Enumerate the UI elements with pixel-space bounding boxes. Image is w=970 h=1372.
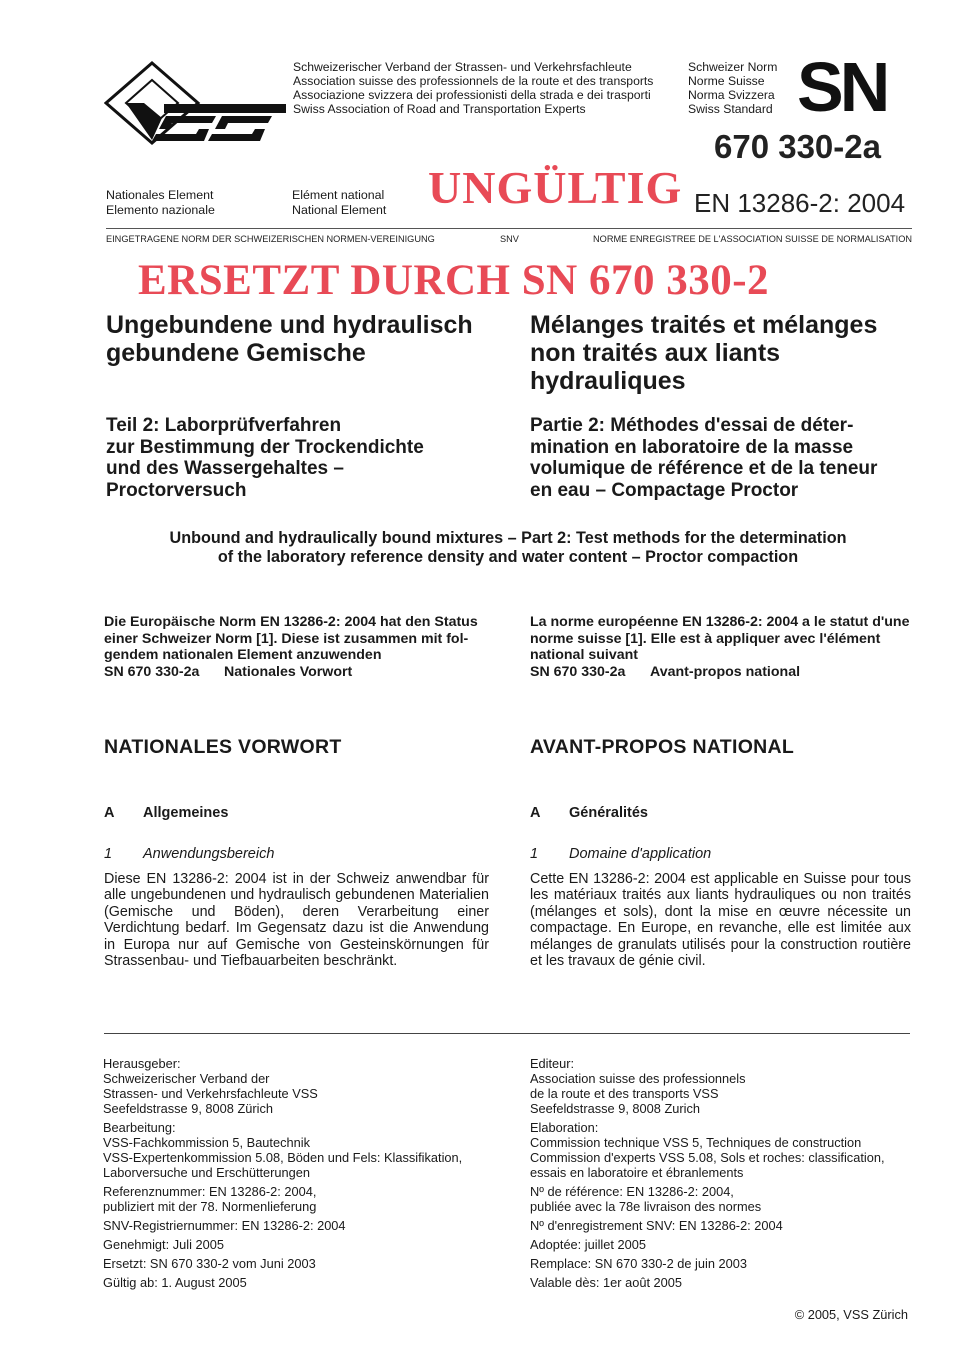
registration-de: EINGETRAGENE NORM DER SCHWEIZERISCHEN NORMEN-VEREINIGUNG — [106, 234, 435, 244]
subtitle-de-line: zur Bestimmung der Trockendichte — [106, 436, 424, 458]
title-fr-line: non traités aux liants — [530, 339, 781, 367]
national-element-de-line: Nationales Element — [106, 188, 214, 202]
scope-text-fr: Cette EN 13286-2: 2004 est applicable en Suisse pour tous les matériaux traités aux liants hydrauliques ou non traités (mélanges et sols), dont la mise en œuvre nécessite un compactage. En Europe, en revanche, elle est limitée aux mélanges de granulats utilisés pour la construction routière et les travaux de génie civil. — [530, 871, 911, 970]
title-de-line: Ungebundene und hydraulisch — [106, 311, 473, 339]
norm-type — [688, 60, 777, 116]
national-element-en-line: National Element — [292, 202, 387, 217]
reference-line: publiée avec la 78e livraison des normes — [530, 1199, 762, 1214]
subtitle-de-line: und des Wassergehaltes – — [106, 458, 344, 479]
status-fr-line: national suivant — [530, 647, 638, 663]
subsection-1-de — [104, 846, 274, 863]
subtitle-fr-line: mination en laboratoire de la masse — [530, 436, 854, 458]
english-title — [100, 529, 916, 567]
editing-line: Commission technique VSS 5, Techniques de construction — [530, 1135, 862, 1150]
editing-label: Bearbeitung: — [103, 1120, 176, 1135]
national-element-it-line: Elemento nazionale — [106, 202, 215, 217]
status-de-line: gendem nationalen Element anzuwenden — [104, 647, 382, 663]
editing-line: essais en laboratoire et ébranlements — [530, 1165, 744, 1180]
approved-date: Genehmigt: Juli 2005 — [103, 1237, 224, 1252]
document-number: 670 330-2a — [714, 128, 881, 165]
subsection-number: 1 — [104, 846, 113, 862]
org-name-it: Associazione svizzera dei professionisti della strada e dei trasporti — [293, 88, 651, 102]
section-title: Généralités — [569, 805, 648, 821]
editing-line: Commission d'experts VSS 5.08, Sols et roches: classification, — [530, 1150, 885, 1165]
status-de-code: SN 670 330-2a — [104, 663, 200, 680]
publisher-line: Strassen- und Verkehrsfachleute VSS — [103, 1086, 318, 1101]
registration-fr: NORME ENREGISTREE DE L'ASSOCIATION SUISSE DE NORMALISATION — [593, 234, 912, 244]
publisher-line: de la route et des transports VSS — [530, 1086, 719, 1101]
header-rule — [106, 228, 912, 229]
status-fr — [530, 614, 915, 680]
editing-line: Laborversuche und Erschütterungen — [103, 1165, 311, 1180]
section-letter: A — [530, 805, 541, 821]
title-fr-line: Mélanges traités et mélanges — [530, 311, 878, 339]
replaced-stamp: ERSETZT DURCH SN 670 330-2 — [138, 257, 770, 304]
status-fr-element — [530, 664, 915, 681]
norm-type-fr: Norme Suisse — [688, 74, 765, 88]
status-de-element — [104, 664, 494, 681]
subtitle-fr-line: volumique de référence et de la teneur — [530, 458, 878, 479]
foreword-heading-de: NATIONALES VORWORT — [104, 736, 342, 758]
subsection-title: Anwendungsbereich — [143, 846, 275, 862]
publisher-line: Association suisse des professionnels — [530, 1071, 746, 1086]
editing-line: VSS-Expertenkommission 5.08, Böden und Fels: Klassifikation, — [103, 1150, 463, 1165]
english-title-line: Unbound and hydraulically bound mixtures – Part 2: Test methods for the determination — [169, 529, 847, 547]
national-element-fr — [292, 188, 386, 217]
section-letter: A — [104, 805, 115, 821]
replaces: Remplace: SN 670 330-2 de juin 2003 — [530, 1256, 747, 1271]
publisher-label: Editeur: — [530, 1056, 575, 1071]
editing-line: VSS-Fachkommission 5, Bautechnik — [103, 1135, 310, 1150]
vss-logo — [104, 60, 288, 146]
approved-date: Adoptée: juillet 2005 — [530, 1237, 646, 1252]
national-element-de — [106, 188, 215, 217]
org-names — [293, 60, 653, 116]
snv-registration: SNV-Registriernummer: EN 13286-2: 2004 — [103, 1218, 346, 1233]
foreword-heading-fr: AVANT-PROPOS NATIONAL — [530, 736, 795, 758]
reference-line: publiziert mit der 78. Normenlieferung — [103, 1199, 317, 1214]
status-de — [104, 614, 494, 680]
publisher-line: Seefeldstrasse 9, 8008 Zurich — [530, 1101, 701, 1116]
national-element-fr-line: Elément national — [292, 188, 385, 202]
status-fr-code-label: Avant-propos national — [650, 663, 801, 680]
subtitle-fr-line: Partie 2: Méthodes d'essai de déter- — [530, 415, 854, 436]
replaces: Ersetzt: SN 670 330-2 vom Juni 2003 — [103, 1256, 316, 1271]
subsection-number: 1 — [530, 846, 539, 862]
title-de-line: gebundene Gemische — [106, 339, 366, 367]
org-name-fr: Association suisse des professionnels de la route et des transports — [293, 74, 654, 88]
valid-from: Gültig ab: 1. August 2005 — [103, 1275, 247, 1290]
registration-snv: SNV — [500, 234, 519, 244]
editing-label: Elaboration: — [530, 1120, 599, 1135]
norm-type-it: Norma Svizzera — [688, 88, 775, 102]
subtitle-fr — [530, 415, 877, 501]
scope-text-de: Diese EN 13286-2: 2004 ist in der Schweiz anwendbar für alle ungebundenen und hydraulisch gebundenen Materialien (Gemische und Böden), deren Verarbeitung einer Verdichtung bedarf. Im Gegensatz dazu ist die Anwendung in Europa nur auf Gemische von Gesteinskörnungen für Strassenbau- und Tiefbauarbeiten beschränkt. — [104, 871, 489, 970]
norm-type-de: Schweizer Norm — [688, 60, 778, 74]
status-fr-line: norme suisse [1]. Elle est à appliquer avec l'élément — [530, 630, 881, 647]
valid-from: Valable dès: 1er août 2005 — [530, 1275, 683, 1290]
section-a-fr — [530, 805, 648, 822]
org-name-de: Schweizerischer Verband der Strassen- und Verkehrsfachleute — [293, 60, 632, 74]
title-fr-line: hydrauliques — [530, 367, 686, 395]
status-de-code-label: Nationales Vorwort — [224, 663, 353, 680]
reference-line: Referenznummer: EN 13286-2: 2004, — [103, 1184, 317, 1199]
status-fr-code: SN 670 330-2a — [530, 663, 626, 680]
subtitle-de-line: Teil 2: Laborprüfverfahren — [106, 415, 342, 436]
en-reference: EN 13286-2: 2004 — [694, 188, 906, 218]
imprint-de — [103, 1056, 523, 1290]
norm-type-en: Swiss Standard — [688, 102, 773, 116]
title-fr — [530, 311, 877, 395]
title-de — [106, 311, 473, 367]
subtitle-de-line: Proctorversuch — [106, 479, 247, 501]
publisher-label: Herausgeber: — [103, 1056, 181, 1071]
subsection-1-fr — [530, 846, 711, 863]
reference-line: Nº de référence: EN 13286-2: 2004, — [530, 1184, 734, 1199]
invalid-stamp: UNGÜLTIG — [428, 162, 683, 213]
copyright: © 2005, VSS Zürich — [794, 1307, 908, 1322]
publisher-line: Schweizerischer Verband der — [103, 1071, 270, 1086]
sn-logo: SN — [797, 48, 887, 126]
section-title: Allgemeines — [143, 805, 229, 821]
status-de-line: Die Europäische Norm EN 13286-2: 2004 hat den Status — [104, 614, 478, 630]
org-name-en: Swiss Association of Road and Transportation Experts — [293, 102, 586, 116]
status-fr-line: La norme européenne EN 13286-2: 2004 a le statut d'une — [530, 614, 910, 630]
subtitle-de — [106, 415, 424, 501]
section-a-de — [104, 805, 228, 822]
subtitle-fr-line: en eau – Compactage Proctor — [530, 479, 799, 501]
publisher-line: Seefeldstrasse 9, 8008 Zürich — [103, 1101, 274, 1116]
status-de-line: einer Schweizer Norm [1]. Diese ist zusammen mit fol- — [104, 630, 469, 647]
imprint-fr — [530, 1056, 950, 1290]
imprint-rule — [104, 1033, 910, 1034]
snv-registration: Nº d'enregistrement SNV: EN 13286-2: 2004 — [530, 1218, 783, 1233]
subsection-title: Domaine d'application — [569, 846, 712, 862]
english-title-line: of the laboratory reference density and water content – Proctor compaction — [217, 548, 799, 566]
